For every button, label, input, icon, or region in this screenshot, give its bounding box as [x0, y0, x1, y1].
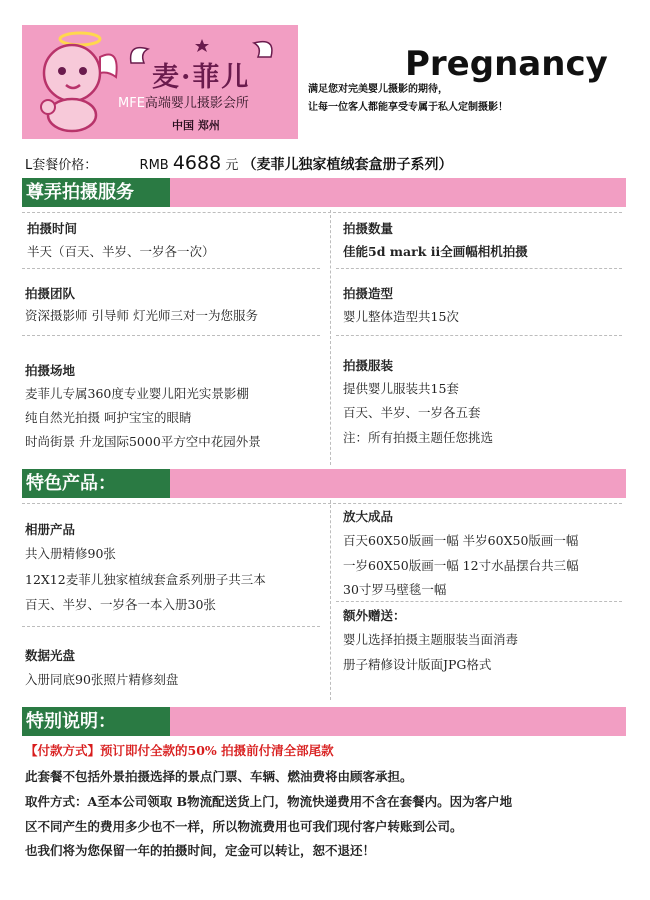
divider: [336, 601, 622, 602]
enlarge-line: 一岁60X50版画一幅 12寸水晶摆台共三幅: [343, 558, 579, 573]
disc-body: 入册同底90张照片精修刻盘: [25, 672, 179, 687]
album-line: 共入册精修90张: [25, 546, 116, 561]
section-title-products: 特色产品：: [22, 469, 170, 498]
divider: [330, 210, 331, 465]
angel-baby-icon: [28, 27, 120, 137]
shoot-time-title: 拍摄时间: [27, 221, 78, 236]
gift-line: 册子精修设计版面JPG格式: [343, 657, 492, 672]
shoot-costume-line: 百天、半岁、一岁各五套: [343, 405, 481, 420]
package-series: （麦菲儿独家植绒套盒册子系列）: [242, 157, 453, 173]
enlarge-line: 30寸罗马壁毯一幅: [343, 582, 447, 597]
shoot-venue-line: 纯自然光拍摄 呵护宝宝的眼睛: [25, 410, 192, 425]
album-line: 百天、半岁、一岁各一本入册30张: [25, 597, 216, 612]
brand-name: 麦·菲儿: [152, 62, 251, 93]
shoot-costume-title: 拍摄服装: [343, 358, 394, 373]
section-title-service: 尊弄拍摄服务: [22, 178, 170, 207]
note-line: 也我们将为您保留一年的拍摄时间，定金可以转让，恕不退还！: [25, 843, 376, 858]
divider: [336, 268, 622, 269]
brand-city: 中国 郑州: [172, 119, 220, 132]
slogan-line-2: 让每一位客人都能享受专属于私人定制摄影！: [308, 102, 508, 113]
shoot-venue-line: 麦菲儿专属360度专业婴儿阳光实景影棚: [25, 386, 249, 401]
divider: [330, 500, 331, 700]
section-bar-service: [22, 178, 626, 207]
disc-title: 数据光盘: [25, 648, 76, 663]
divider: [22, 268, 320, 269]
currency: RMB: [139, 158, 169, 173]
divider: [22, 212, 622, 213]
album-title: 相册产品: [25, 522, 76, 537]
shoot-time-body: 半天（百天、半岁、一岁各一次）: [27, 244, 215, 259]
gift-line: 婴儿选择拍摄主题服装当面消毒: [343, 632, 519, 647]
shoot-count-title: 拍摄数量: [343, 221, 394, 236]
section-bar-products: [22, 469, 626, 498]
price-unit: 元: [225, 158, 239, 173]
price: 4688: [172, 152, 222, 174]
shoot-team-body: 资深摄影师 引导师 灯光师三对一为您服务: [25, 308, 258, 323]
brand-subtitle: MFE高端婴儿摄影会所: [118, 96, 249, 111]
page-title: Pregnancy: [405, 44, 608, 84]
shoot-style-body: 婴儿整体造型共15次: [343, 309, 459, 324]
shoot-count-body: 佳能5d mark ii全画幅相机拍摄: [343, 244, 528, 259]
shoot-costume-line: 注：所有拍摄主题任您挑选: [343, 430, 494, 445]
divider: [22, 335, 320, 336]
note-line: 此套餐不包括外景拍摄选择的景点门票、车辆、燃油费将由顾客承担。: [25, 769, 413, 784]
section-bar-notes: [22, 707, 626, 736]
shoot-venue-title: 拍摄场地: [25, 363, 76, 378]
enlarge-title: 放大成品: [343, 509, 394, 524]
shoot-costume-line: 提供婴儿服装共15套: [343, 381, 459, 396]
note-line: 取件方式：A至本公司领取 B物流配送货上门，物流快递费用不含在套餐内。因为客户地: [25, 794, 513, 809]
divider: [22, 626, 320, 627]
shoot-venue-line: 时尚街景 升龙国际5000平方空中花园外景: [25, 434, 261, 449]
album-line: 12X12麦菲儿独家植绒套盒系列册子共三本: [25, 572, 266, 587]
divider: [22, 503, 622, 504]
package-price-line: [25, 152, 453, 174]
logo-block: [22, 25, 298, 139]
section-title-notes: 特别说明：: [22, 707, 170, 736]
gift-title: 额外赠送：: [343, 608, 406, 623]
slogan-line-1: 满足您对完美婴儿摄影的期待，: [308, 84, 448, 95]
enlarge-line: 百天60X50版画一幅 半岁60X50版画一幅: [343, 533, 579, 548]
shoot-team-title: 拍摄团队: [25, 286, 76, 301]
shoot-style-title: 拍摄造型: [343, 286, 394, 301]
note-line: 区不同产生的费用多少也不一样，所以物流费用也可我们现付客户转账到公司。: [25, 819, 463, 834]
package-label: L套餐价格：: [25, 158, 98, 173]
payment-terms: 【付款方式】预订即付全款的50% 拍摄前付清全部尾款: [25, 743, 334, 758]
divider: [336, 335, 622, 336]
